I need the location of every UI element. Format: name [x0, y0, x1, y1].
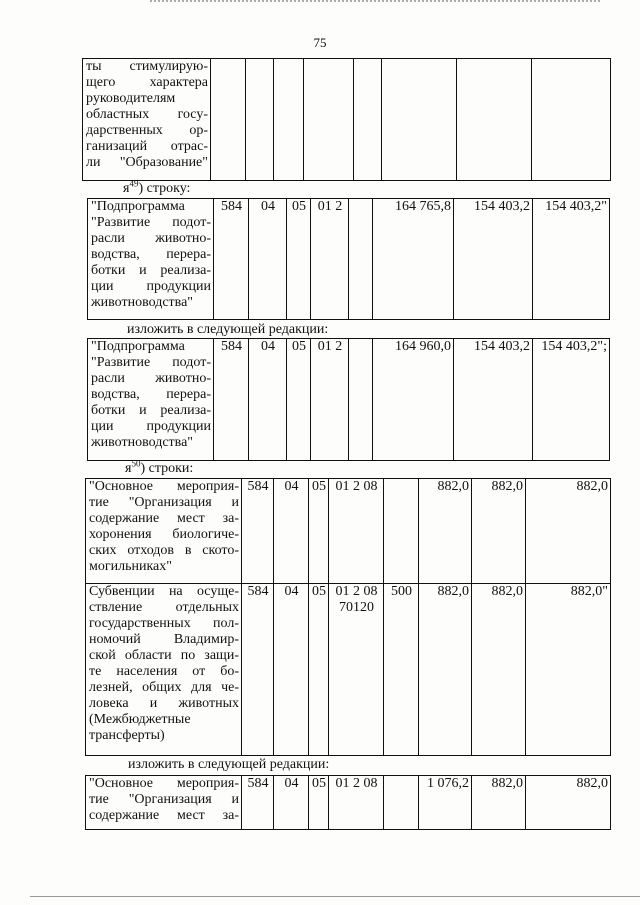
expense-type: 500: [384, 584, 419, 756]
target-code: 01 2 08: [335, 584, 378, 599]
target-code-suffix: 70120: [339, 600, 374, 615]
section-code: 04: [249, 339, 287, 461]
text-line: животноводства": [91, 295, 194, 310]
empty-cell: [246, 59, 274, 181]
section-code: 04: [274, 584, 309, 756]
text-line: "Подпрограмма: [91, 199, 185, 214]
empty-cell: [304, 59, 354, 181]
row-label-cell: [88, 199, 214, 320]
table-continuation: [82, 58, 611, 181]
amount-3: 882,0: [526, 479, 611, 584]
target-code-cell: [329, 584, 384, 756]
subsection-code: 05: [309, 584, 329, 756]
text-line: содержание мест за-: [89, 808, 239, 823]
text-line: "Основное мероприя-: [89, 479, 239, 494]
amount-2: 154 403,2: [454, 199, 533, 320]
ministry-code: 584: [242, 776, 274, 830]
text-line: расли животно-: [91, 231, 211, 246]
text-line: (Межбюджетные: [89, 712, 191, 727]
text-line: ты стимулирую-: [86, 59, 208, 74]
table-row: [86, 776, 611, 830]
row-label-cell: [86, 479, 242, 584]
amount-3: 882,0: [526, 776, 611, 830]
amount-3: 882,0": [526, 584, 611, 756]
text-line: государственных пол-: [89, 616, 239, 631]
text-line: "Основное мероприя-: [89, 776, 239, 791]
text-line: ботки и реализа-: [91, 263, 211, 278]
text-line: ганизаций отрас-: [86, 139, 208, 154]
amount-3: 154 403,2": [533, 199, 610, 320]
table-row: [86, 584, 611, 756]
text-line: тие "Организация и: [89, 495, 239, 510]
text-line: лезней, общих для че-: [89, 680, 239, 695]
text-line: ции продукции: [91, 279, 211, 294]
section-code: 04: [274, 776, 309, 830]
text-line: хоронения биологиче-: [89, 527, 239, 542]
table-new-subprogram: [87, 338, 610, 461]
table-old-main-activity: [85, 478, 611, 756]
expense-type: [349, 199, 373, 320]
text-line: щего характера: [86, 75, 208, 90]
page-number: 75: [313, 35, 327, 50]
text-line: ли "Образование": [86, 155, 208, 170]
text-line: расли животно-: [91, 371, 211, 386]
text-line: ботки и реализа-: [91, 403, 211, 418]
top-scan-marks: [150, 0, 600, 6]
text-line: ской области по защи-: [89, 648, 239, 663]
text-line: животноводства": [91, 435, 194, 450]
text-line: ции продукции: [91, 419, 211, 434]
empty-cell: [211, 59, 246, 181]
ministry-code: 584: [214, 199, 249, 320]
target-code: 01 2 08: [329, 479, 384, 584]
text-line: водства, перера-: [91, 387, 211, 402]
text-line: тие "Организация и: [89, 792, 239, 807]
amount-2: 154 403,2: [454, 339, 533, 461]
section-code: 04: [249, 199, 287, 320]
row-label-cell: [83, 59, 211, 181]
caption-item-49: $я^{49}$) строку:: [123, 178, 191, 196]
target-code: 01 2 08: [329, 776, 384, 830]
text-line: могильниках": [89, 559, 172, 574]
amount-2: 882,0: [472, 584, 526, 756]
row-label-cell: [88, 339, 214, 461]
caption-new-edition-2: изложить в следующей редакции:: [128, 757, 330, 772]
table-new-main-activity: [85, 775, 611, 830]
ministry-code: 584: [214, 339, 249, 461]
expense-type: [384, 776, 419, 830]
text-line: областных госу-: [86, 107, 208, 122]
amount-1: 882,0: [419, 584, 472, 756]
scan-edge-line: [30, 896, 640, 897]
amount-1: 882,0: [419, 479, 472, 584]
text-line: "Развитие подот-: [91, 355, 211, 370]
row-label-cell: [86, 776, 242, 830]
section-code: 04: [274, 479, 309, 584]
amount-3: 154 403,2";: [533, 339, 610, 461]
empty-cell: [274, 59, 304, 181]
caption-item-50: $я^{50}$) строки:: [125, 458, 194, 476]
table-row: [86, 479, 611, 584]
amount-2: 882,0: [472, 776, 526, 830]
amount-2: 882,0: [472, 479, 526, 584]
target-code: 01 2: [311, 199, 349, 320]
text-line: дарственных ор-: [86, 123, 208, 138]
amount-1: 164 960,0: [373, 339, 454, 461]
row-label-cell: [86, 584, 242, 756]
text-line: трансферты): [89, 728, 165, 743]
ministry-code: 584: [242, 584, 274, 756]
amount-1: 164 765,8: [373, 199, 454, 320]
text-line: содержание мест за-: [89, 511, 239, 526]
empty-cell: [532, 59, 611, 181]
amount-1: 1 076,2: [419, 776, 472, 830]
text-line: Субвенции на осуще-: [89, 584, 239, 599]
text-line: руководителям: [86, 91, 176, 106]
text-line: те населения от бо-: [89, 664, 239, 679]
subsection-code: 05: [309, 479, 329, 584]
text-line: "Подпрограмма: [91, 339, 185, 354]
text-line: водства, перера-: [91, 247, 211, 262]
subsection-code: 05: [287, 199, 311, 320]
subsection-code: 05: [287, 339, 311, 461]
text-line: номочий Владимир-: [89, 632, 239, 647]
text-line: ствление отдельных: [89, 600, 239, 615]
target-code: 01 2: [311, 339, 349, 461]
text-line: "Развитие подот-: [91, 215, 211, 230]
empty-cell: [382, 59, 457, 181]
empty-cell: [457, 59, 532, 181]
expense-type: [349, 339, 373, 461]
table-old-subprogram: [87, 198, 610, 320]
caption-new-edition-1: изложить в следующей редакции:: [127, 322, 329, 337]
text-line: ских отходов в ското-: [89, 543, 239, 558]
empty-cell: [354, 59, 382, 181]
subsection-code: 05: [309, 776, 329, 830]
ministry-code: 584: [242, 479, 274, 584]
expense-type: [384, 479, 419, 584]
text-line: ловека и животных: [89, 696, 239, 711]
